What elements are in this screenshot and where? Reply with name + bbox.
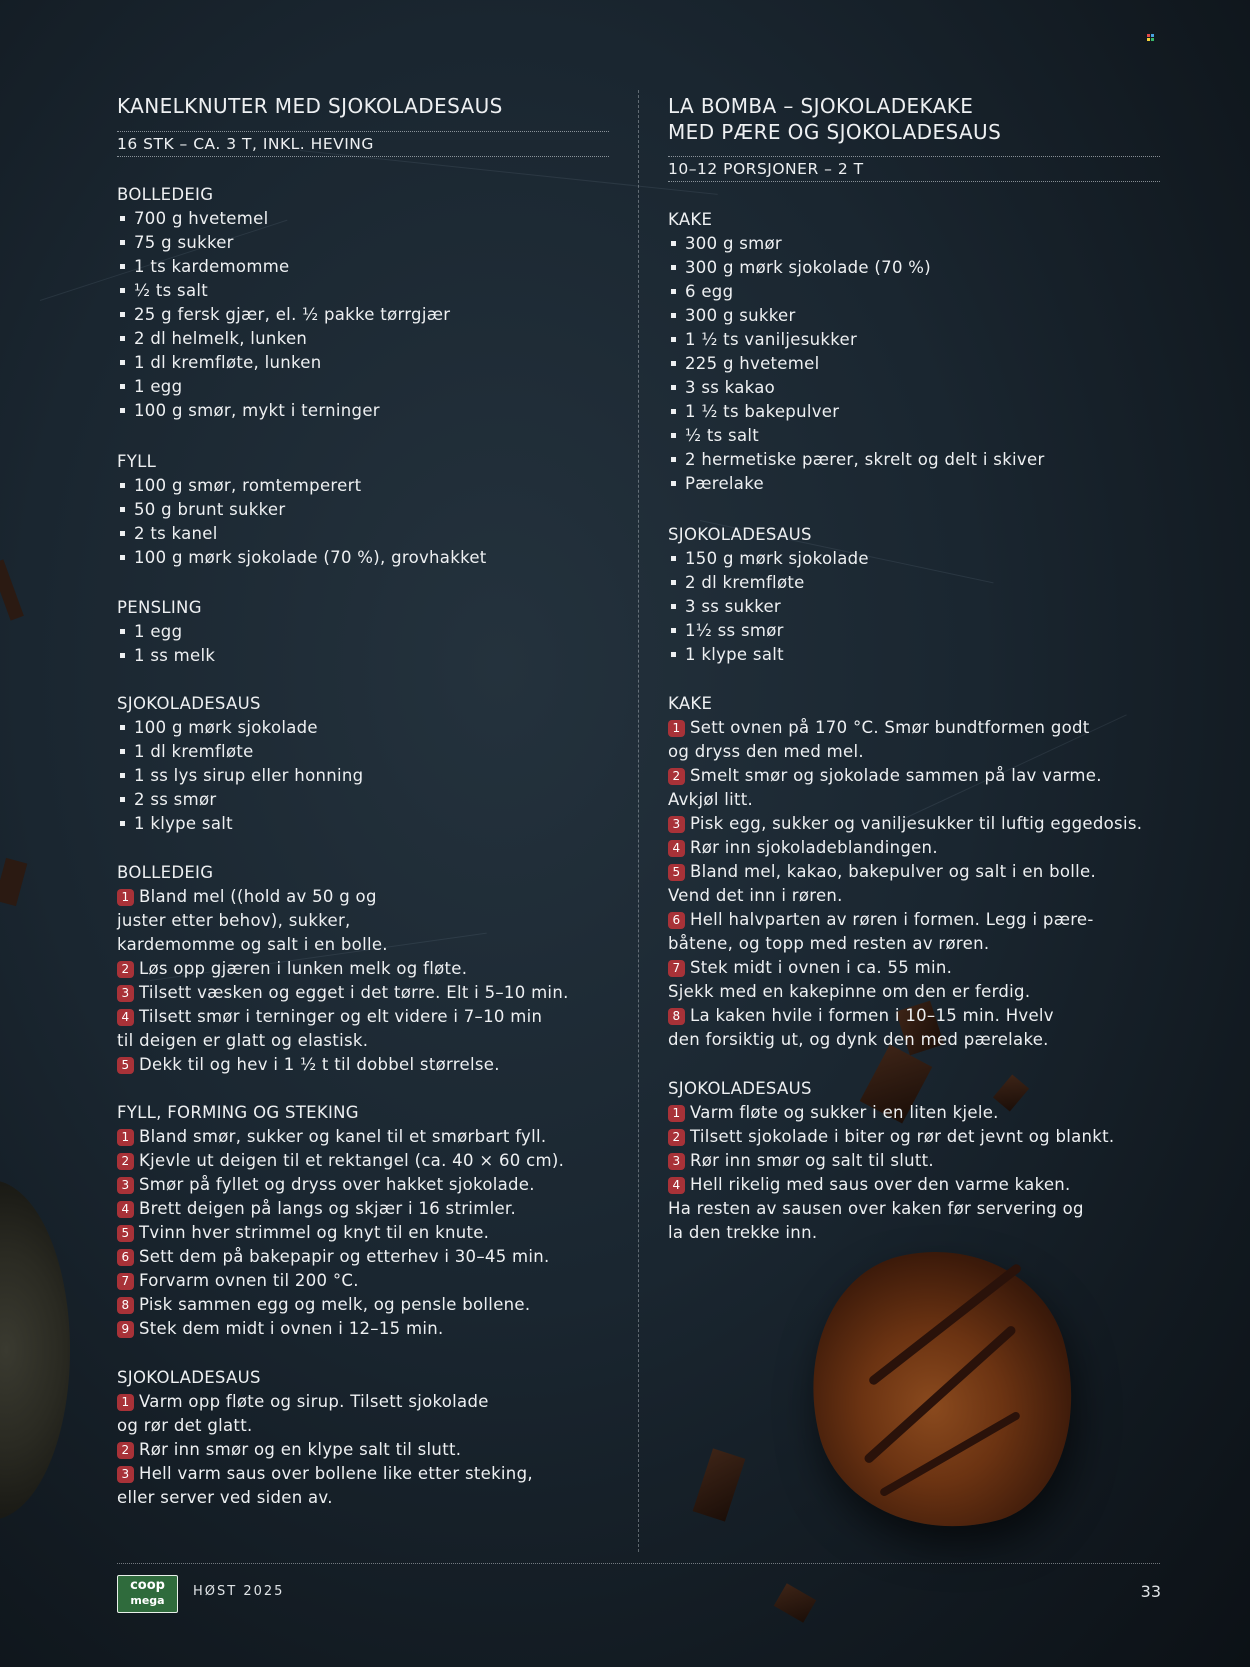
recipe-meta: 10–12 PORSJONER – 2 T	[668, 160, 864, 178]
section-heading: SJOKOLADESAUS	[668, 525, 812, 544]
step-number-badge: 6	[117, 1249, 134, 1266]
ingredient-item: 2 ss smør	[117, 788, 363, 812]
step-text: Tvinn hver strimmel og knyt til en knute.	[139, 1223, 490, 1242]
recipe-title: KANELKNUTER MED SJOKOLADESAUS	[117, 94, 503, 118]
method-step	[117, 1462, 533, 1486]
step-number-badge: 1	[668, 720, 685, 737]
ingredient-list	[668, 547, 869, 667]
step-text: Stek midt i ovnen i ca. 55 min.	[690, 958, 953, 977]
ingredient-item: 300 g smør	[668, 232, 1045, 256]
step-number-badge: 4	[117, 1201, 134, 1218]
ingredient-item: 700 g hvetemel	[117, 207, 450, 231]
corner-mark-icon	[1147, 34, 1154, 41]
method-step-continued: Avkjøl litt.	[668, 790, 754, 809]
step-number-badge: 9	[117, 1321, 134, 1338]
ingredient-item: 3 ss sukker	[668, 595, 869, 619]
ingredient-item: 100 g smør, mykt i terninger	[117, 399, 450, 423]
method-step	[117, 1005, 569, 1029]
method-step	[668, 956, 1142, 980]
ingredient-item: Pærelake	[668, 472, 1045, 496]
step-number-badge: 5	[117, 1057, 134, 1074]
method-step	[668, 860, 1142, 884]
method-step	[668, 1149, 1114, 1173]
method-section-sjokoladesaus	[668, 1077, 1114, 1245]
page-number: 33	[1140, 1582, 1161, 1601]
step-text: Pisk sammen egg og melk, og pensle bollene.	[139, 1295, 531, 1314]
section-heading: KAKE	[668, 210, 713, 229]
ingredient-item: 1 dl kremfløte, lunken	[117, 351, 450, 375]
section-heading: BOLLEDEIG	[117, 863, 214, 882]
step-text: Varm opp fløte og sirup. Tilsett sjokolade	[139, 1392, 489, 1411]
ingredient-item: 100 g mørk sjokolade (70 %), grovhakket	[117, 546, 487, 570]
logo-text: coop	[130, 1578, 165, 1593]
ingredient-item: 100 g smør, romtemperert	[117, 474, 487, 498]
ingredient-list	[117, 474, 487, 570]
chocolate-shard-image	[0, 559, 24, 620]
step-number-badge: 5	[668, 864, 685, 881]
issue-label: HØST 2025	[193, 1584, 285, 1599]
step-number-badge: 7	[668, 960, 685, 977]
step-text: Sett ovnen på 170 °C. Smør bundtformen godt	[690, 718, 1090, 737]
step-text: Bland mel ((hold av 50 g og	[139, 887, 377, 906]
recipe-title-line2: MED PÆRE OG SJOKOLADESAUS	[668, 120, 1002, 144]
step-text: Løs opp gjæren i lunken melk og fløte.	[139, 959, 468, 978]
method-section-fyll-forming-steking	[117, 1101, 564, 1341]
method-step-continued: og dryss den med mel.	[668, 742, 864, 761]
step-text: Varm fløte og sukker i en liten kjele.	[690, 1103, 999, 1122]
method-section-sjokoladesaus	[117, 1366, 533, 1510]
section-heading: FYLL, FORMING OG STEKING	[117, 1103, 359, 1122]
column-divider	[638, 90, 639, 1552]
step-number-badge: 1	[117, 1129, 134, 1146]
ingredient-item: 150 g mørk sjokolade	[668, 547, 869, 571]
footer-rule	[117, 1563, 1160, 1564]
ingredient-section-kake	[668, 208, 1045, 496]
step-number-badge: 1	[117, 889, 134, 906]
method-step	[117, 1173, 564, 1197]
step-text: Rør inn smør og salt til slutt.	[690, 1151, 934, 1170]
method-step-continued: og rør det glatt.	[117, 1416, 253, 1435]
step-number-badge: 2	[117, 1153, 134, 1170]
ingredient-item: ½ ts salt	[668, 424, 1045, 448]
method-step-continued: kardemomme og salt i en bolle.	[117, 935, 388, 954]
section-heading: SJOKOLADESAUS	[117, 1368, 261, 1387]
step-number-badge: 7	[117, 1273, 134, 1290]
ingredient-item: 1 ss melk	[117, 644, 215, 668]
ingredient-list	[117, 207, 450, 423]
method-step	[117, 1125, 564, 1149]
meta-rule	[117, 156, 609, 157]
ingredient-item: 300 g sukker	[668, 304, 1045, 328]
step-text: Smør på fyllet og dryss over hakket sjokolade.	[139, 1175, 535, 1194]
ingredient-item: 1 klype salt	[668, 643, 869, 667]
section-heading: PENSLING	[117, 598, 202, 617]
ingredient-section-pensling	[117, 596, 215, 668]
ingredient-item: 1 klype salt	[117, 812, 363, 836]
ingredient-item: 2 ts kanel	[117, 522, 487, 546]
method-step	[117, 1390, 533, 1414]
section-heading: SJOKOLADESAUS	[668, 1079, 812, 1098]
step-number-badge: 4	[668, 1177, 685, 1194]
method-step-continued: til deigen er glatt og elastisk.	[117, 1031, 369, 1050]
step-text: Tilsett sjokolade i biter og rør det jevnt og blankt.	[690, 1127, 1115, 1146]
step-text: La kaken hvile i formen i 10–15 min. Hvelv	[690, 1006, 1054, 1025]
method-step	[117, 957, 569, 981]
step-number-badge: 4	[668, 840, 685, 857]
method-step	[668, 1004, 1142, 1028]
ingredient-list	[117, 716, 363, 836]
ingredient-item: 225 g hvetemel	[668, 352, 1045, 376]
step-number-badge: 8	[668, 1008, 685, 1025]
step-number-badge: 8	[117, 1297, 134, 1314]
ingredient-item: 2 dl kremfløte	[668, 571, 869, 595]
step-text: Hell rikelig med saus over den varme kaken.	[690, 1175, 1071, 1194]
method-step	[117, 1438, 533, 1462]
method-step-continued: Vend det inn i røren.	[668, 886, 843, 905]
ingredient-list	[668, 232, 1045, 496]
ingredient-item: 1 ½ ts bakepulver	[668, 400, 1045, 424]
method-step	[668, 908, 1142, 932]
step-number-badge: 3	[117, 1466, 134, 1483]
step-text: Hell halvparten av røren i formen. Legg i pære-	[690, 910, 1094, 929]
ingredient-item: 50 g brunt sukker	[117, 498, 487, 522]
ingredient-item: 2 dl helmelk, lunken	[117, 327, 450, 351]
method-step	[117, 981, 569, 1005]
ingredient-item: 300 g mørk sjokolade (70 %)	[668, 256, 1045, 280]
method-step	[117, 1149, 564, 1173]
method-step	[117, 1221, 564, 1245]
step-text: Tilsett smør i terninger og elt videre i 7–10 min	[139, 1007, 543, 1026]
method-step	[117, 1053, 569, 1077]
meta-rule	[668, 181, 1160, 182]
method-step-continued: Sjekk med en kakepinne om den er ferdig.	[668, 982, 1031, 1001]
step-text: Stek dem midt i ovnen i 12–15 min.	[139, 1319, 444, 1338]
ingredient-item: 3 ss kakao	[668, 376, 1045, 400]
step-number-badge: 3	[117, 1177, 134, 1194]
ingredient-item: 1 ss lys sirup eller honning	[117, 764, 363, 788]
ingredient-section-bolledeig	[117, 183, 450, 423]
ingredient-item: 1½ ss smør	[668, 619, 869, 643]
method-step	[668, 1125, 1114, 1149]
chocolate-shard-image	[0, 858, 27, 906]
recipe-title: LA BOMBA – SJOKOLADEKAKE	[668, 94, 974, 118]
section-heading: KAKE	[668, 694, 713, 713]
step-number-badge: 3	[668, 816, 685, 833]
bowl-image	[0, 1180, 70, 1520]
section-heading: BOLLEDEIG	[117, 185, 214, 204]
step-text: Smelt smør og sjokolade sammen på lav varme.	[690, 766, 1102, 785]
ingredient-item: 1 ts kardemomme	[117, 255, 450, 279]
ingredient-section-fyll	[117, 450, 487, 570]
method-step-continued: Ha resten av sausen over kaken før servering og	[668, 1199, 1084, 1218]
ingredient-item: 1 ½ ts vaniljesukker	[668, 328, 1045, 352]
step-number-badge: 3	[117, 985, 134, 1002]
method-step	[668, 1101, 1114, 1125]
ingredient-item: 6 egg	[668, 280, 1045, 304]
method-step-continued: eller server ved siden av.	[117, 1488, 333, 1507]
section-heading: FYLL	[117, 452, 157, 471]
method-step	[117, 885, 569, 909]
method-step	[117, 1245, 564, 1269]
step-text: Forvarm ovnen til 200 °C.	[139, 1271, 359, 1290]
step-text: Pisk egg, sukker og vaniljesukker til luftig eggedosis.	[690, 814, 1143, 833]
step-number-badge: 3	[668, 1153, 685, 1170]
ingredient-item: 100 g mørk sjokolade	[117, 716, 363, 740]
method-step-continued: juster etter behov), sukker,	[117, 911, 351, 930]
step-text: Kjevle ut deigen til et rektangel (ca. 40 × 60 cm).	[139, 1151, 565, 1170]
chocolate-chunk-image	[774, 1583, 816, 1623]
ingredient-item: ½ ts salt	[117, 279, 450, 303]
method-step-continued: den forsiktig ut, og dynk den med pærelake.	[668, 1030, 1049, 1049]
recipe-meta: 16 STK – CA. 3 T, INKL. HEVING	[117, 135, 374, 153]
step-number-badge: 5	[117, 1225, 134, 1242]
method-step-continued: båtene, og topp med resten av røren.	[668, 934, 990, 953]
section-heading: SJOKOLADESAUS	[117, 694, 261, 713]
ingredient-list	[117, 620, 215, 668]
method-step	[117, 1317, 564, 1341]
method-step	[668, 836, 1142, 860]
step-text: Tilsett væsken og egget i det tørre. Elt i 5–10 min.	[139, 983, 569, 1002]
logo-text: mega	[130, 1594, 165, 1607]
ingredient-item: 1 egg	[117, 620, 215, 644]
method-section-kake	[668, 692, 1142, 1052]
chocolate-chunk-image	[693, 1448, 746, 1521]
ingredient-item: 25 g fersk gjær, el. ½ pakke tørrgjær	[117, 303, 450, 327]
method-step	[668, 812, 1142, 836]
step-number-badge: 2	[668, 1129, 685, 1146]
method-step-continued: la den trekke inn.	[668, 1223, 818, 1242]
step-number-badge: 1	[668, 1105, 685, 1122]
step-text: Bland mel, kakao, bakepulver og salt i en bolle.	[690, 862, 1097, 881]
method-step	[117, 1293, 564, 1317]
step-number-badge: 4	[117, 1009, 134, 1026]
method-section-bolledeig	[117, 861, 569, 1077]
ingredient-item: 1 dl kremfløte	[117, 740, 363, 764]
step-text: Hell varm saus over bollene like etter steking,	[139, 1464, 533, 1483]
ingredient-section-sjokoladesaus	[117, 692, 363, 836]
method-step	[668, 764, 1142, 788]
method-step	[668, 716, 1142, 740]
step-text: Brett deigen på langs og skjær i 16 strimler.	[139, 1199, 517, 1218]
step-text: Dekk til og hev i 1 ½ t til dobbel størrelse.	[139, 1055, 500, 1074]
step-text: Rør inn sjokoladeblandingen.	[690, 838, 938, 857]
method-step	[668, 1173, 1114, 1197]
ingredient-section-sjokoladesaus	[668, 523, 869, 667]
step-number-badge: 2	[117, 961, 134, 978]
step-text: Bland smør, sukker og kanel til et smørbart fyll.	[139, 1127, 547, 1146]
step-text: Rør inn smør og en klype salt til slutt.	[139, 1440, 462, 1459]
step-number-badge: 2	[668, 768, 685, 785]
ingredient-item: 1 egg	[117, 375, 450, 399]
ingredient-item: 2 hermetiske pærer, skrelt og delt i skiver	[668, 448, 1045, 472]
step-number-badge: 6	[668, 912, 685, 929]
step-number-badge: 2	[117, 1442, 134, 1459]
method-step	[117, 1269, 564, 1293]
step-text: Sett dem på bakepapir og etterhev i 30–45 min.	[139, 1247, 550, 1266]
coop-mega-logo	[117, 1575, 178, 1613]
ingredient-item: 75 g sukker	[117, 231, 450, 255]
method-step	[117, 1197, 564, 1221]
step-number-badge: 1	[117, 1394, 134, 1411]
